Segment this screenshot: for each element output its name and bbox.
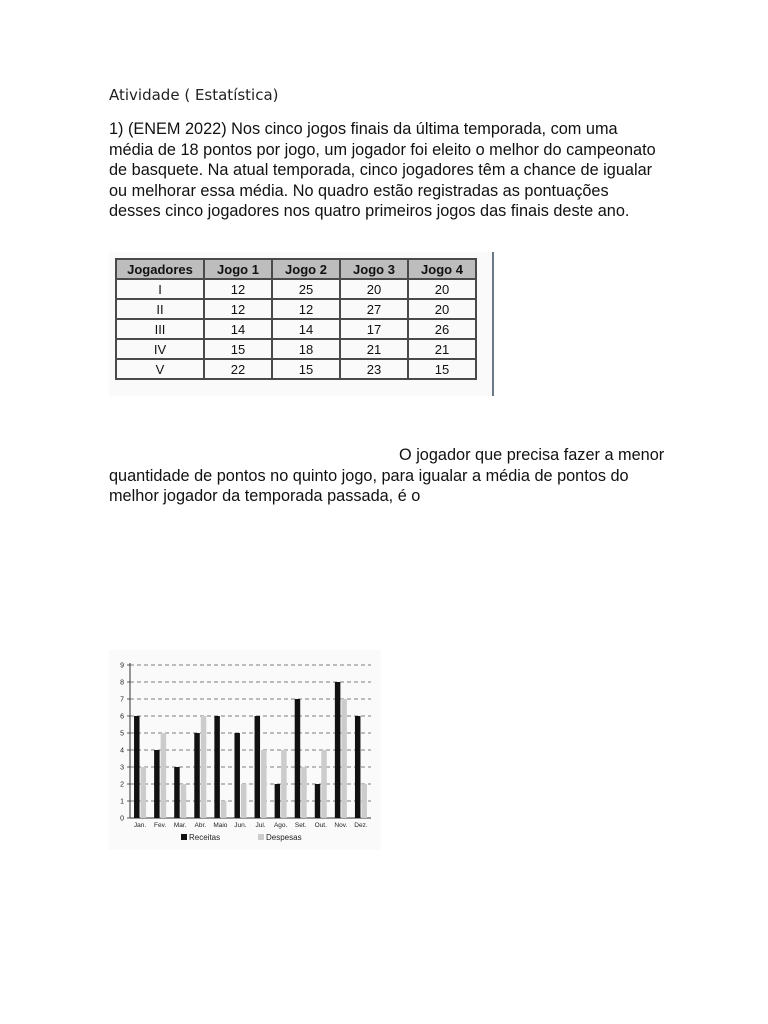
table-cell: 26	[408, 319, 476, 339]
table-cell: 12	[204, 279, 272, 299]
table-row	[116, 279, 476, 299]
bar-despesas	[361, 784, 367, 818]
header-cell: Jogo 3	[340, 259, 408, 279]
bar-chart-image	[109, 650, 381, 850]
table-cell: 20	[340, 279, 408, 299]
table-cell: 20	[408, 279, 476, 299]
bar-despesas	[341, 699, 347, 818]
bar-despesas	[301, 767, 307, 818]
table-cell: 25	[272, 279, 340, 299]
table-cell: 18	[272, 339, 340, 359]
bar-despesas	[321, 750, 327, 818]
table-row	[116, 319, 476, 339]
x-tick-label: Fev.	[154, 822, 167, 829]
bar-receitas	[174, 767, 180, 818]
scores-table-image	[109, 252, 495, 396]
activity-title: Atividade ( Estatística)	[109, 86, 279, 104]
table-row	[116, 339, 476, 359]
table-cell: 15	[204, 339, 272, 359]
bar-receitas	[335, 682, 341, 818]
bar-despesas	[221, 801, 227, 818]
table-header-row	[116, 259, 476, 279]
table-cell: I	[116, 279, 204, 299]
x-tick-label: Jan.	[133, 822, 147, 829]
x-tick-label: Out.	[314, 822, 327, 829]
bar-receitas	[154, 750, 160, 818]
x-tick-label: Ago.	[273, 822, 288, 829]
question-1-text: 1) (ENEM 2022) Nos cinco jogos finais da última temporada, com uma média de 18 pontos por jogo, um jogador foi eleito o melhor do campeonato de basquete. Na atual temporada, cinco jogadores têm a chance de igualar ou melhorar essa média. No quadro estão registradas as pontuações desses cinco jogadores nos quatro primeiros jogos das finais deste ano.	[109, 120, 656, 220]
table-cell: 21	[340, 339, 408, 359]
header-cell: Jogo 1	[204, 259, 272, 279]
header-cell: Jogadores	[116, 259, 204, 279]
y-tick-label: 3	[120, 764, 124, 772]
header-cell: Jogo 4	[408, 259, 476, 279]
table-cell: IV	[116, 339, 204, 359]
x-tick-label: Mar.	[173, 822, 187, 829]
table-cell: 21	[408, 339, 476, 359]
bar-receitas	[275, 784, 281, 818]
table-cell: 14	[204, 319, 272, 339]
table-cell: 27	[340, 299, 408, 319]
bar-chart	[109, 650, 381, 850]
bar-despesas	[181, 784, 187, 818]
table-cell: 12	[272, 299, 340, 319]
table-cell: 20	[408, 299, 476, 319]
table-cell: 23	[340, 359, 408, 379]
legend-label-despesas: Despesas	[266, 833, 302, 842]
y-tick-label: 7	[120, 696, 124, 704]
question-1-end-text: O jogador que precisa fazer a menor quantidade de pontos no quinto jogo, para igualar a média de pontos do melhor jogador da temporada passada, é o	[109, 446, 665, 505]
table-cell: 15	[272, 359, 340, 379]
x-tick-label: Maio	[213, 822, 228, 829]
table-cell: V	[116, 359, 204, 379]
table-cell: 22	[204, 359, 272, 379]
image-border-line	[492, 252, 494, 396]
table-cell: 15	[408, 359, 476, 379]
bar-despesas	[281, 750, 287, 818]
bar-receitas	[295, 699, 301, 818]
table-cell: 17	[340, 319, 408, 339]
x-tick-label: Jul.	[255, 822, 266, 829]
y-tick-label: 5	[120, 730, 124, 738]
legend-label-receitas: Receitas	[189, 833, 221, 842]
table-cell: 14	[272, 319, 340, 339]
y-tick-label: 9	[120, 662, 124, 670]
question-1-end	[109, 445, 669, 507]
table-row	[116, 359, 476, 379]
y-tick-label: 8	[120, 679, 124, 687]
legend-swatch-despesas	[258, 834, 264, 840]
x-tick-label: Set.	[294, 822, 307, 829]
x-tick-label: Jun.	[234, 822, 247, 829]
y-tick-label: 2	[120, 781, 124, 789]
table-row	[116, 299, 476, 319]
bar-despesas	[261, 750, 267, 818]
legend-swatch-receitas	[181, 834, 187, 840]
y-tick-label: 1	[120, 798, 124, 806]
bar-receitas	[194, 733, 200, 818]
bar-receitas	[214, 716, 220, 818]
bar-receitas	[315, 784, 321, 818]
y-tick-label: 0	[120, 815, 124, 823]
bar-despesas	[161, 733, 167, 818]
scores-table	[115, 258, 477, 380]
table-cell: III	[116, 319, 204, 339]
bar-receitas	[134, 716, 140, 818]
bar-receitas	[234, 733, 240, 818]
header-cell: Jogo 2	[272, 259, 340, 279]
y-tick-label: 6	[120, 713, 124, 721]
y-tick-label: 4	[120, 747, 124, 755]
x-tick-label: Dez.	[354, 822, 368, 829]
bar-despesas	[201, 716, 207, 818]
table-cell: II	[116, 299, 204, 319]
bar-despesas	[241, 784, 247, 818]
bar-despesas	[141, 767, 146, 818]
table-cell: 12	[204, 299, 272, 319]
bar-receitas	[255, 716, 261, 818]
x-tick-label: Abr.	[194, 822, 207, 829]
x-tick-label: Nov.	[334, 822, 348, 829]
bar-receitas	[355, 716, 361, 818]
